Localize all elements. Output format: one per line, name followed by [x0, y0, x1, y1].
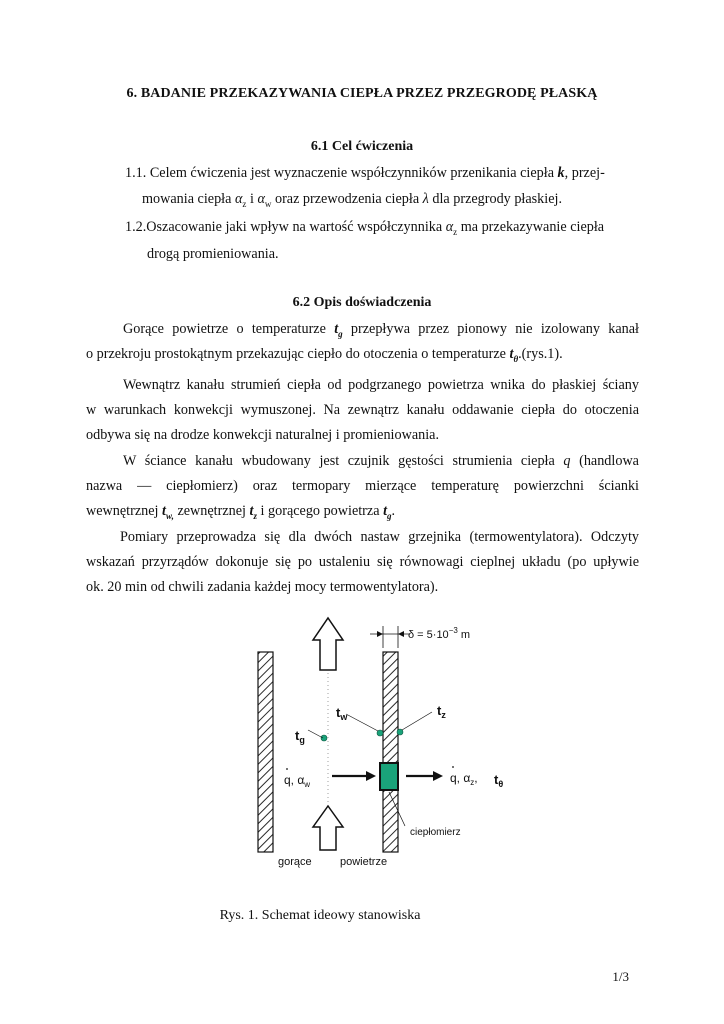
- paragraph-text: .(rys.1).: [518, 346, 563, 362]
- leader-line: [346, 714, 378, 731]
- section-heading-6-1: 6.1 Cel ćwiczenia: [310, 139, 414, 154]
- inflow-arrow-icon: [313, 806, 343, 850]
- symbol-k: k: [557, 165, 565, 181]
- symbol-lambda: λ: [422, 191, 429, 207]
- goal-text: Celem ćwiczenia jest wyznaczenie współczynników przenikania ciepła: [149, 165, 558, 181]
- paragraph-2-line-1: Wewnątrz kanału strumień ciepła od podgrzanego powietrza wnika do płaskiej ściany: [123, 377, 639, 393]
- goal-text: ma przekazywanie ciepła: [457, 219, 605, 235]
- paragraph-4-line-1: Pomiary przeprowadza się dla dwóch nastaw grzejnika (termowentylatora). Odczyty: [120, 529, 639, 545]
- subscript: g: [387, 510, 392, 521]
- goal-text: , przej-: [564, 165, 605, 181]
- paragraph-text: i gorącego powietrza: [257, 503, 384, 519]
- subscript: w: [264, 198, 272, 209]
- subscript: g: [338, 328, 343, 339]
- goal-item-2-number: 1.2.: [125, 219, 147, 235]
- dot-accent: [452, 766, 454, 768]
- heat-out-arrow-icon: [433, 771, 443, 781]
- paragraph-text: W ściance kanału wbudowany jest czujnik gęstości strumienia ciepła: [123, 453, 564, 469]
- paragraph-2-line-3: odbywa się na drodze konwekcji naturalnej i promieniowania.: [86, 427, 439, 443]
- paragraph-text: Gorące powietrze o temperaturze: [123, 321, 335, 337]
- dot-accent: [286, 768, 288, 770]
- document-title: 6. BADANIE PRZEKAZYWANIA CIEPŁA PRZEZ PRZEGRODĘ PŁASKĄ: [126, 86, 598, 101]
- subscript: z: [453, 226, 458, 237]
- left-wall: [258, 652, 273, 852]
- section-heading-6-2: 6.2 Opis doświadczenia: [292, 295, 432, 310]
- heat-flux-meter: [380, 763, 398, 790]
- heat-flow-arrow-icon: [366, 771, 376, 781]
- paragraph-text: o przekroju prostokątnym przekazując ciepło do otoczenia o temperaturze: [86, 346, 510, 362]
- goal-text: Oszacowanie jaki wpływ na wartość współczynnika: [146, 219, 446, 235]
- label-gorace: gorące: [278, 856, 312, 868]
- label-cieplomierz: ciepłomierz: [410, 827, 461, 838]
- paragraph-text: .: [391, 503, 396, 519]
- paragraph-4-line-2: wskazań przyrządów dokonuje się po ustaleniu się równowagi cieplnej układu (po upływie: [86, 554, 639, 570]
- symbol-t: t: [249, 503, 254, 519]
- subscript: z: [253, 510, 257, 521]
- label-powietrze: powietrze: [340, 856, 388, 868]
- dimension-arrow-icon: [377, 631, 383, 637]
- paragraph-3-line-2: nazwa — ciepłomierz) oraz termopary mierzące temperaturę powierzchni ścianki: [86, 478, 639, 494]
- paragraph-2-line-2: w warunkach konwekcji wymuszonej. Na zewnątrz kanału oddawanie ciepła do otoczenia: [86, 402, 639, 418]
- right-wall: [383, 652, 398, 852]
- paragraph-4-line-3: ok. 20 min od chwili zadania każdej mocy termowentylatora).: [86, 579, 439, 595]
- goal-item-1-line-1: [125, 164, 635, 182]
- paragraph-text: (handlowa: [570, 453, 639, 469]
- label-t-theta: $t_\theta$: [494, 772, 504, 789]
- label-tg: $t_g$: [295, 728, 305, 745]
- dimension-arrow-icon: [398, 631, 404, 637]
- symbol-t: t: [162, 503, 166, 519]
- leader-line: [308, 730, 323, 738]
- page-number: 1/3: [612, 969, 629, 984]
- goal-text: i: [246, 191, 258, 207]
- goal-text: mowania ciepła: [142, 191, 235, 207]
- subscript: w,: [165, 510, 174, 521]
- figure-caption: Rys. 1. Schemat ideowy stanowiska: [219, 908, 421, 923]
- symbol-t: t: [334, 321, 339, 337]
- goal-item-1-number: 1.1.: [125, 165, 147, 181]
- label-tw: $t_w$: [336, 705, 348, 722]
- paragraph-text: wewnętrznej: [86, 503, 163, 519]
- figure-schematic: [240, 612, 540, 874]
- goal-text: dla przegrody płaskiej.: [428, 191, 562, 207]
- symbol-alpha-w: α: [257, 191, 265, 207]
- paragraph-3-line-1: [123, 452, 639, 470]
- sensor-tg: [321, 735, 327, 741]
- label-q-outer: q, $\alpha_z$,: [450, 771, 478, 787]
- subscript: θ: [513, 353, 519, 364]
- symbol-t: t: [383, 503, 388, 519]
- symbol-t: t: [509, 346, 514, 362]
- paragraph-1-line-1: [123, 320, 639, 343]
- symbol-alpha-z: α: [445, 219, 454, 235]
- label-q-inner: q, $\alpha_w$: [284, 773, 311, 789]
- goal-text: oraz przewodzenia ciepła: [271, 191, 423, 207]
- label-tz: $t_z$: [437, 703, 446, 720]
- paragraph-text: zewnętrznej: [173, 503, 250, 519]
- goal-item-2-line-1: [125, 218, 645, 241]
- goal-item-1-line-2: [142, 190, 642, 213]
- symbol-q: q: [563, 453, 571, 469]
- goal-item-2-line-2: drogą promieniowania.: [147, 246, 279, 262]
- paragraph-text: przepływa przez pionowy nie izolowany kanał: [342, 321, 639, 337]
- symbol-alpha-z: α: [234, 191, 243, 207]
- paragraph-3-line-3: [86, 502, 646, 525]
- outflow-arrow-icon: [313, 618, 343, 670]
- subscript: z: [242, 198, 247, 209]
- leader-line: [402, 712, 432, 730]
- delta-label: $\delta = 5\cdot 10^{-3}$ m: [408, 626, 471, 641]
- paragraph-1-line-2: [86, 345, 646, 368]
